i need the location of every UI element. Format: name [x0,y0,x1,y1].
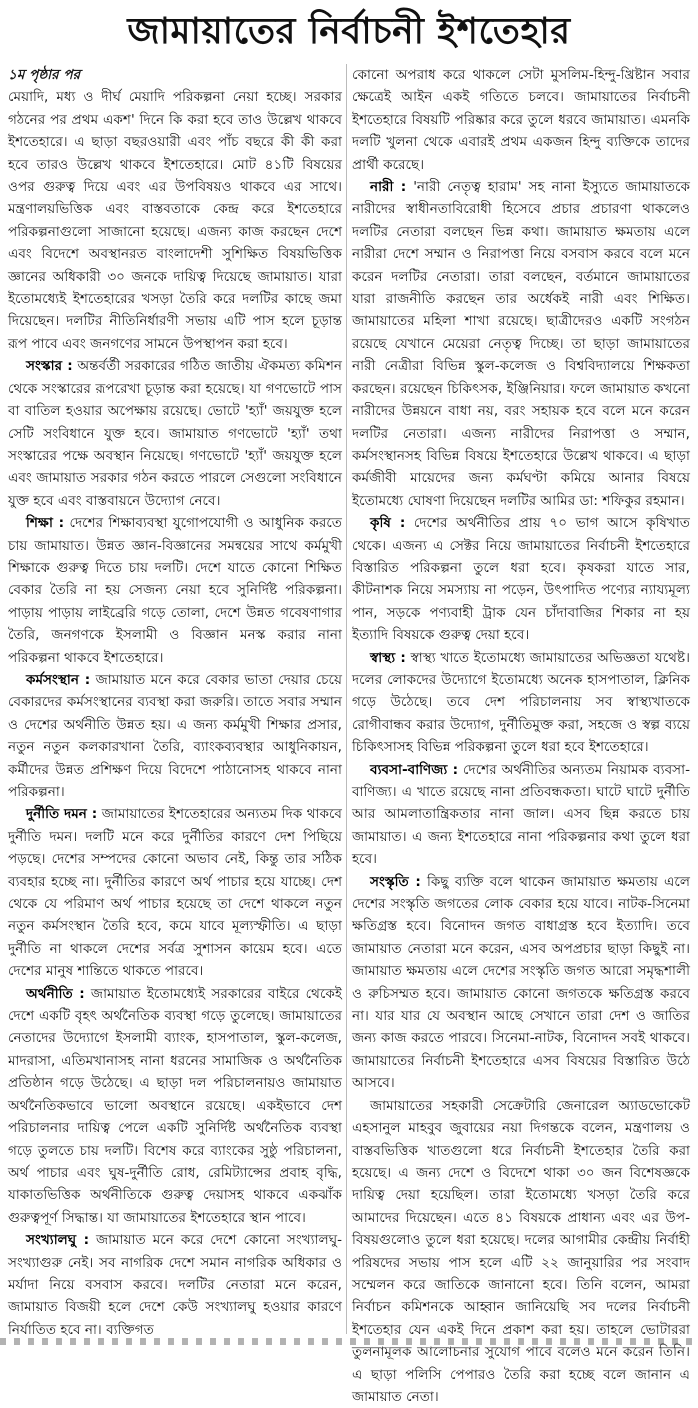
paragraph-text: জামায়াত মনে করে দেশে কোনো সংখ্যালঘু-সংখ্যাগুরু নেই। সব নাগরিক দেশে সমান নাগরিক অধিকার ও মর্যাদা নিয়ে বসবাস করবে। দলটির নেতারা মনে করেন, জামায়াত বিজয়ী হলে দেশে কেউ সংখ্যালঘু হওয়ার কারণে নির্যাতিত হবে না। ব্যক্তিগত [8,1232,342,1338]
paragraph-text: দেশের অর্থনীতির অন্যতম নিয়ামক ব্যবসা-বাণিজ্য। এ খাতে রয়েছে নানা প্রতিবন্ধকতা। ঘাটে ঘাটে দুর্নীতি আর আমলাতান্ত্রিকতার নানা জাল। এসব ছিন্ন করতে চায় জামায়াত। এ জন্য ইশতেহারে নানা পরিকল্পনার কথা তুলে ধরা হবে। [352,761,690,868]
section-heading: নারী : [370,179,407,196]
article-column-right [352,64,690,1408]
paragraph-text: মেয়াদি, মধ্য ও দীর্ঘ মেয়াদি পরিকল্পনা নেয়া হচ্ছে। সরকার গঠনের পর প্রথম একশ' দিনে কি করা হবে তাও উল্লেখ থাকবে ইশতেহারে। এ ছাড়া বছরওয়ারী এবং পাঁচ বছরে কী কী করা হবে তারও উল্লেখ থাকবে ইশতেহারে। মোট ৪১টি বিষয়ের ওপর গুরুত্ব দিয়ে এবং এর উপবিষয়ও থাকবে এর সাথে। মন্ত্রণালয়ভিত্তিক এবং বাস্তবতাকে কেন্দ্র করে ইশতেহারে পরিকল্পনাগুলো সাজানো হয়েছে। এজন্য কাজ করছেন দেশে এবং বিদেশে অবস্থানরত বাংলাদেশী সুশিক্ষিত বিষয়ভিত্তিক জ্ঞানের অধিকারী ৩০ জনকে দায়িত্ব দিয়েছে জামায়াত। যারা ইতোমধ্যেই ইশতেহারের খসড়া তৈরি করে দলটির কাছে জমা দিয়েছেন। দলটির নীতিনির্ধারণী সভায় এটি পাস হলে চূড়ান্ত রূপ পাবে এবং জনগণের সামনে উপস্থাপন করা হবে। [8,89,342,352]
section-heading: ব্যবসা-বাণিজ্য : [370,761,459,778]
section-heading: কৃষি : [370,515,406,532]
section-agriculture [352,512,690,646]
section-minority [8,1229,342,1341]
section-heading: দুর্নীতি দমন : [26,806,98,823]
section-anti-corruption [8,803,342,982]
section-education [8,512,342,669]
paragraph-quote [352,1095,690,1408]
section-heading: সংস্কৃতি : [370,873,421,890]
paragraph-text: কিছু ব্যক্তি বলে থাকেন জামায়াত ক্ষমতায় এলে দেশের সংস্কৃতি জগতের লোক বেকার হয়ে যাবে। নাটক-সিনেমা ক্ষতিগ্রস্ত হবে। বিনোদন জগত বাধাগ্রস্ত হবে ইত্যাদি। তবে জামায়াত নেতারা মনে করেন, এসব অপপ্রচার ছাড়া কিছুই না। জামায়াত ক্ষমতায় এলে দেশের সংস্কৃতি জগত আরো সমৃদ্ধশালী ও রুচিসম্মত হবে। জামায়াত কোনো জগতকে ক্ষতিগ্রস্ত করবে না। যার যার যে অবস্থান আছে সেখানে তারা দেশ ও জাতির জন্য কাজ করতে পারবে। সিনেমা-নাটক, বিনোদন সবই থাকবে। জামায়াতের নির্বাচনী ইশতেহারে এসব বিষয়ের বিস্তারিত উঠে আসবে। [352,873,690,1092]
paragraph-text: দেশের অর্থনীতির প্রায় ৭০ ভাগ আসে কৃষিখাত থেকে। এজন্য এ সেক্টর নিয়ে জামায়াতের নির্বাচনী ইশতেহারে বিস্তারিত পরিকল্পনা তুলে ধরা হবে। কৃষকরা যাতে সার, কীটনাশক নিয়ে সমস্যায় না পড়েন, উৎপাদিত পণ্যের ন্যায্যমূল্য পান, সড়কে পণ্যবাহী ট্রাক যেন চাঁদাবাজির শিকার না হয় ইত্যাদি বিষয়কে গুরুত্ব দেয়া হবে। [352,515,690,644]
section-health [352,647,690,759]
paragraph-text: জামায়াতের সহকারী সেক্রেটারি জেনারেল অ্যাডভোকেট এহসানুল মাহবুব জুবায়ের নয়া দিগন্তকে বলেন, মন্ত্রণালয় ও বাস্তবভিত্তিক খাতগুলো ধরে নির্বাচনী ইশতেহার তৈরি করা হয়েছে। এ জন্য দেশে ও বিদেশে থাকা ৩০ জন বিশেষজ্ঞকে দায়িত্ব দেয়া হয়েছিল। তারা ইতোমধ্যে খসড়া তৈরি করে আমাদের দিয়েছেন। এতে ৪১ বিষয়কে প্রাধান্য এবং এর উপ-বিষয়গুলোও তুলে ধরা হয়েছে। দলের আগামীর কেন্দ্রীয় নির্বাহী পরিষদের সভায় পাস হলে এটি ২২ জানুয়ারির পর সংবাদ সম্মেলন করে জাতিকে জানানো হবে। তিনি বলেন, আমরা নির্বাচন কমিশনকে আহ্বান জানিয়েছি সব দলের নির্বাচনী ইশতেহার যেন একই দিনে প্রকাশ করা হয়। তাহলে ভোটাররা তুলনামূলক আলোচনার সুযোগ পাবে বলেও মনে করেন তিনি। এ ছাড়া পলিসি পেপারও তৈরি করা হচ্ছে বলে জানান এ জামায়াত নেতা। [352,1097,690,1405]
section-women [352,176,690,512]
section-heading: শিক্ষা : [26,515,65,532]
paragraph-text: অন্তর্বর্তী সরকারের গঠিত জাতীয় ঐকমত্য কমিশন থেকে সংস্কারের রূপরেখা চূড়ান্ত করা হয়েছে। যা গণভোটে পাস বা বাতিল হওয়ার অপেক্ষায় রয়েছে। ভোটে 'হ্যাঁ' জয়যুক্ত হলে সেটি সংবিধানে যুক্ত হবে। জামায়াত গণভোটে 'হ্যাঁ' তথা সংস্কারের পক্ষে অবস্থান নিয়েছে। গণভোটে 'হ্যাঁ' জয়যুক্ত হলে এবং জামায়াত সরকার গঠন করতে পারলে সেগুলো সংবিধানে যুক্ত হবে এবং বাস্তবায়নে উদ্যোগ নেবে। [8,358,342,509]
section-heading: সংস্কার : [26,358,73,375]
paragraph-text: দেশের শিক্ষাব্যবস্থা যুগোপযোগী ও আধুনিক করতে চায় জামায়াত। উন্নত জ্ঞান-বিজ্ঞানের সমন্বয়ের সাথে কর্মমুখী শিক্ষাকে গুরুত্ব দিতে চায় দলটি। দেশে যাতে কোনো শিক্ষিত বেকার তৈরি না হয় সেজন্য নেয়া হবে সুনির্দিষ্ট পরিকল্পনা। পাড়ায় পাড়ায় লাইব্রেরি গড়ে তোলা, দেশে উন্নত গবেষণাগার তৈরি, জনগণকে ইসলামী ও বিজ্ঞান মনস্ক করার নানা পরিকল্পনা থাকবে ইশতেহারে। [8,515,343,666]
paragraph-text: স্বাস্থ্য খাতে ইতোমধ্যে জামায়াতের অভিজ্ঞতা যথেষ্ট। দলের লোকদের উদ্যোগে ইতোমধ্যে অনেক হাসপাতাল, ক্লিনিক গড়ে উঠেছে। তবে দেশ পরিচালনায় সব স্বাস্থ্যখাতকে রোগীবান্ধব করার উদ্যোগ, দুর্নীতিমুক্ত করা, সহজে ও স্বল্প ব্যয়ে চিকিৎসাসহ বিভিন্ন পরিকল্পনা তুলে ধরা হবে ইশতেহারে। [352,649,690,756]
section-heading: স্বাস্থ্য : [370,649,406,666]
paragraph-text: জামায়াত মনে করে বেকার ভাতা দেয়ার চেয়ে বেকারদের কর্মসংস্থানের ব্যবস্থা করা জরুরি। তাতে সবার সম্মান ও দেশের অর্থনীতি উন্নত হয়। এ জন্য কর্মমুখী শিক্ষার প্রসার, নতুন নতুন কলকারখানা তৈরি, ব্যাংকব্যবস্থার আধুনিকায়ন, কর্মীদের উন্নত প্রশিক্ষণ দিয়ে বিদেশে পাঠানোসহ থাকবে নানা পরিকল্পনা। [8,671,342,800]
continued-from-label: ১ম পৃষ্ঠার পর [8,67,81,83]
section-culture [352,871,690,1095]
paragraph-text: জামায়াত ইতোমধ্যেই সরকারের বাইরে থেকেই দেশে একটি বৃহৎ অর্থনৈতিক ব্যবস্থা গড়ে তুলেছে। জামায়াতের নেতাদের উদ্যোগে ইসলামী ব্যাংক, হাসপাতাল, স্কুল-কলেজ, মাদরাসা, এতিমখানাসহ নানা ধরনের সামাজিক ও অর্থনৈতিক প্রতিষ্ঠান গড়ে উঠেছে। এ ছাড়া দল পরিচালনায়ও জামায়াত অর্থনৈতিকভাবে ভালো অবস্থানে রয়েছে। একইভাবে দেশ পরিচালনার দায়িত্ব পেলে একটি সুনির্দিষ্ট অর্থনৈতিক ব্যবস্থা গড়ে তুলতে চায় দলটি। বিশেষ করে ব্যাংকের সুষ্ঠু পরিচালনা, অর্থ পাচার এবং ঘুষ-দুর্নীতি রোধ, রেমিট্যান্সের প্রবাহ বৃদ্ধি, যাকাতভিত্তিক অর্থনীতিকে গুরুত্ব দেয়াসহ থাকবে একঝাঁক গুরুত্বপূর্ণ সিদ্ধান্ত। যা জামায়াতের ইশতেহারে স্থান পাবে। [8,985,342,1226]
section-business [352,759,690,871]
section-employment [8,669,342,803]
section-economy [8,983,342,1229]
section-reform [8,355,342,512]
paragraph-text: কোনো অপরাধ করে থাকলে সেটা মুসলিম-হিন্দু-খ্রিষ্টান সবার ক্ষেত্রেই আইন একই গতিতে চলবে। জামায়াতের নির্বাচনী ইশতেহারে বিষয়টি পরিষ্কার করে তুলে ধরবে জামায়াত। এমনকি দলটি খুলনা থেকে এবারই প্রথম একজন হিন্দু ব্যক্তিকে তাদের প্রার্থী করেছে। [352,67,690,173]
article-headline: জামায়াতের নির্বাচনী ইশতেহার [127,11,571,52]
cut-off-next-line [0,1338,698,1345]
section-heading: কর্মসংস্থান : [26,671,91,688]
column-divider [346,64,347,1334]
section-heading: অর্থনীতি : [26,985,85,1002]
paragraph-text: 'নারী নেতৃত্ব হারাম' সহ নানা ইস্যুতে জামায়াতকে নারীদের স্বাধীনতাবিরোধী হিসেবে প্রচার প্রচারণা থাকলেও দলটির নেতারা বলছেন ভিন্ন কথা। জামায়াত ক্ষমতায় এলে নারীরা দেশে সম্মান ও নিরাপত্তা নিয়ে বসবাস করবে বলে মনে করেন দলটির নেতারা। তারা বলছেন, বর্তমানে জামায়াতের যারা রাজনীতি করছেন তার অর্ধেকই নারী এবং শিক্ষিত। জামায়াতের মহিলা শাখা রয়েছে। ছাত্রীদেরও একটি সংগঠন রয়েছে যেখানে মেয়েরা নেতৃত্ব দিচ্ছে। তা ছাড়া জামায়াতের নারী নেত্রীরা বিভিন্ন স্কুল-কলেজ ও বিশ্ববিদ্যালয়ে শিক্ষকতা করছেন। রয়েছেন চিকিৎসক, ইঞ্জিনিয়ার। ফলে জামায়াত কখনো নারীদের উন্নয়নে বাধা নয়, বরং সহায়ক হবে বলে মনে করেন দলটির নেতারা। এজন্য নারীদের নিরাপত্তা ও সম্মান, কর্মসংস্থানসহ বিভিন্ন বিষয়ে ইশতেহারে উল্লেখ থাকবে। এ ছাড়া কর্মজীবী মায়েদের জন্য কর্মঘণ্টা কমিয়ে আনার বিষয়ে ইতোমধ্যে ঘোষণা দিয়েছেন দলটির আমির ডা: শফিকুর রহমান। [352,179,691,509]
article-column-left [8,64,342,1341]
paragraph-continuation [352,64,690,176]
paragraph-text: জামায়াতের ইশতেহারের অন্যতম দিক থাকবে দুর্নীতি দমন। দলটি মনে করে দুর্নীতির কারণে দেশ পিছিয়ে পড়ছে। দেশের সম্পদের কোনো অভাব নেই, কিন্তু তার সঠিক ব্যবহার হচ্ছে না। দুর্নীতির কারণে অর্থ পাচার হয়ে যাচ্ছে। দেশ থেকে যে পরিমাণ অর্থ পাচার হয়েছে তা দেশে থাকলে নতুন নতুন কর্মসংস্থান তৈরি হবে, কমে যাবে মূল্যস্ফীতি। এ ছাড়া দুর্নীতি না থাকলে দেশের সর্বত্র সুশাসন কায়েম হবে। এতে দেশের মানুষ শান্তিতে থাকতে পারবে। [8,806,342,980]
paragraph-intro [8,86,342,355]
section-heading: সংখ্যালঘু : [26,1232,90,1249]
